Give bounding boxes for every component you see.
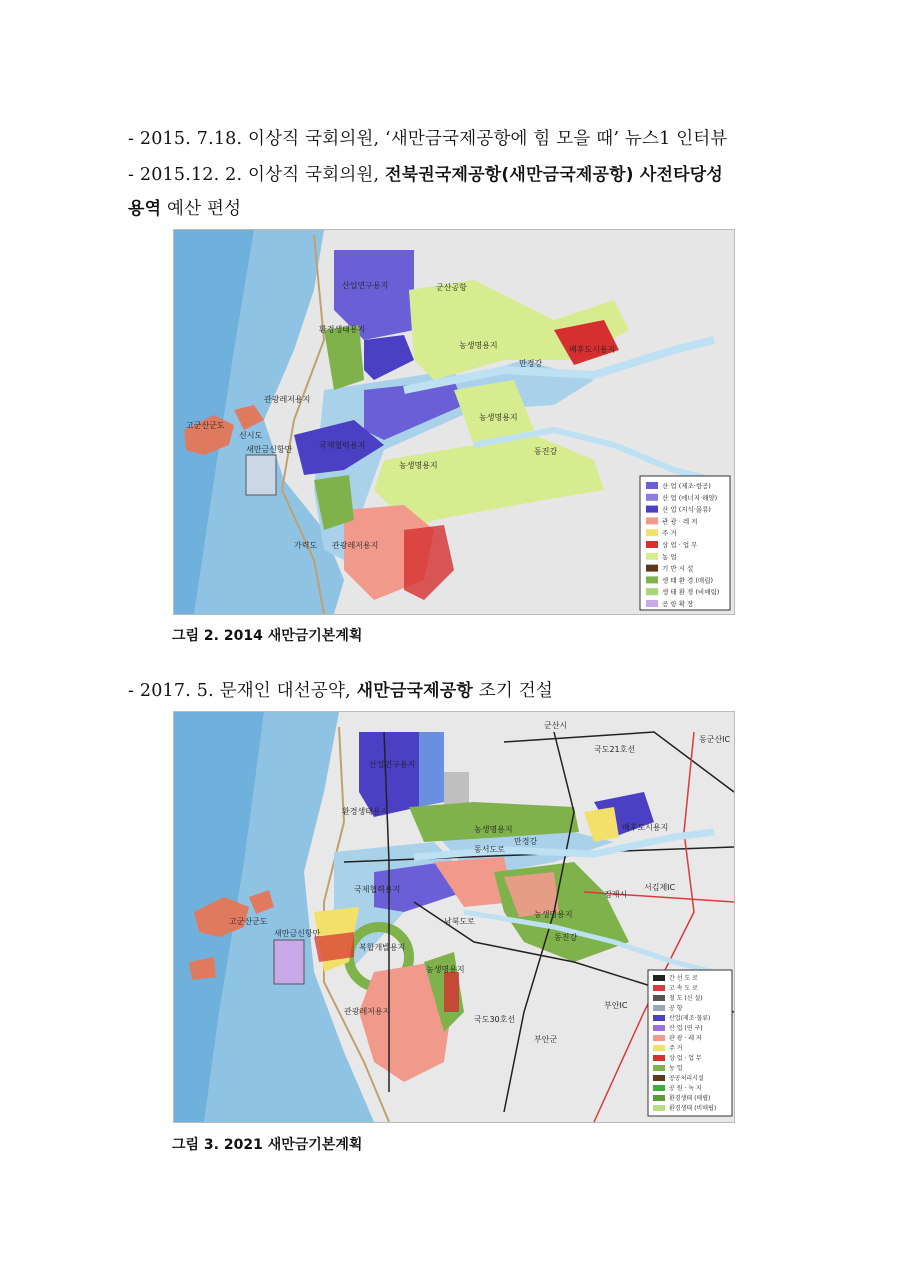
legend-swatch [653, 1065, 665, 1071]
legend-label: 상 업 · 업 무 [669, 1055, 702, 1062]
legend-swatch [646, 588, 658, 595]
legend-label: 환경생태 (비매립) [669, 1105, 717, 1112]
timeline-item-2015-12 [128, 160, 723, 186]
legend-label: 환경생태 (매립) [669, 1095, 711, 1102]
map-label: 새만금신항만 [246, 445, 293, 454]
legend-label: 주 거 [669, 1045, 683, 1052]
map-label: 산업연구용지 [369, 760, 416, 769]
map-label: 동군산IC [699, 735, 731, 744]
map-label: 환경생태용지 [342, 807, 389, 816]
legend-swatch [653, 1095, 665, 1101]
legend-swatch [653, 1075, 665, 1081]
map-label: 복합개발용지 [359, 943, 406, 952]
legend-label: 기 반 시 설 [662, 564, 694, 573]
timeline-text: - 2015.12. 2. 이상직 국회의원, [128, 165, 386, 185]
legend-swatch [646, 541, 658, 548]
map-legend [640, 476, 730, 610]
legend-swatch [653, 975, 665, 981]
legend-swatch [646, 506, 658, 513]
map-label: 국제협력용지 [354, 885, 401, 894]
map-label: 국제협력용지 [319, 441, 366, 450]
map-2021-master-plan [173, 711, 735, 1123]
legend-swatch [653, 1035, 665, 1041]
map-label: 배후도시용지 [622, 823, 669, 832]
map-label: 배후도시용지 [569, 345, 616, 354]
map-label: 김제시 [604, 890, 628, 899]
map-label: 농생명용지 [479, 413, 518, 422]
figure-caption-3: 그림 3. 2021 새만금기본계획 [172, 1137, 363, 1153]
legend-swatch [653, 985, 665, 991]
timeline-item-2017-05 [128, 676, 553, 702]
legend-label: 산 업 (지식·물류) [662, 505, 711, 514]
legend-swatch [653, 1085, 665, 1091]
legend-swatch [653, 1025, 665, 1031]
legend-label: 공 원 · 녹 지 [669, 1085, 702, 1092]
map-label: 동서도로 [474, 845, 505, 854]
map-label: 농생명용지 [399, 461, 438, 470]
legend-label: 철 도 (신 설) [669, 995, 703, 1002]
legend-swatch [653, 1105, 665, 1111]
legend-label: 산 업 (제조·항공) [662, 482, 711, 490]
map-label: 관광레저용지 [344, 1007, 391, 1016]
timeline-bold-text: 용역 [128, 199, 162, 219]
legend-label: 공공처리시설 [669, 1075, 704, 1082]
legend-label: 산 업 (연 구) [669, 1025, 703, 1032]
map-label: 신시도 [239, 431, 263, 440]
legend-label: 관 광 · 레 저 [669, 1035, 702, 1042]
legend-swatch [646, 494, 658, 501]
legend-label: 농 업 [669, 1065, 683, 1072]
timeline-text: 예산 편성 [161, 199, 242, 219]
timeline-bold-text: 새만금국제공항 [356, 681, 473, 701]
timeline-item-2015-12-cont [128, 194, 241, 220]
map-label: 가력도 [294, 541, 318, 550]
legend-label: 관 광 · 레 저 [662, 517, 698, 526]
legend-swatch [646, 517, 658, 524]
legend-label: 공 항 확 장 [662, 600, 694, 608]
map-legend [648, 970, 732, 1116]
map-label: 산업연구용지 [342, 281, 389, 290]
legend-swatch [646, 482, 658, 489]
legend-swatch [646, 529, 658, 536]
timeline-text: - 2017. 5. 문재인 대선공약, [128, 681, 357, 701]
map-2014-master-plan [173, 229, 735, 615]
legend-label: 생 태 환 경 (매립) [662, 576, 714, 585]
legend-swatch [653, 1045, 665, 1051]
map-label: 관광레저용지 [332, 541, 379, 550]
map-label: 고군산군도 [186, 421, 225, 430]
map-label: 농생명용지 [474, 825, 513, 834]
legend-label: 상 업 · 업 무 [662, 541, 698, 549]
legend-label: 산업(제조·물류) [669, 1015, 711, 1022]
legend-label: 고 속 도 로 [669, 985, 698, 992]
legend-swatch [646, 565, 658, 572]
legend-label: 간 선 도 로 [669, 975, 698, 982]
legend-label: 산 업 (에너지·해양) [662, 493, 718, 502]
timeline-bold-text: 전북권국제공항(새만금국제공항) 사전타당성 [385, 165, 723, 185]
legend-swatch [653, 995, 665, 1001]
map-label: 동진강 [554, 933, 578, 942]
map-label: 동진강 [534, 447, 558, 456]
map-label: 서김제IC [644, 883, 676, 892]
legend-swatch [646, 600, 658, 607]
legend-label: 주 거 [662, 529, 677, 538]
map-label: 만경강 [519, 359, 543, 368]
map-label: 고군산군도 [229, 917, 268, 926]
map-label: 만경강 [514, 837, 538, 846]
legend-swatch [653, 1015, 665, 1021]
timeline-item-2015-07 [128, 125, 728, 150]
map-label: 부안군 [534, 1035, 558, 1044]
map-label: 농생명용지 [459, 341, 498, 350]
legend-swatch [646, 576, 658, 583]
map-label: 군산공항 [436, 283, 467, 292]
map-label: 농생명용지 [534, 910, 573, 919]
map-label: 군산시 [544, 721, 568, 730]
map-label: 농생명용지 [426, 965, 465, 974]
map-label: 부안IC [604, 1001, 628, 1010]
legend-swatch [653, 1005, 665, 1011]
legend-label: 생 태 환 경 (비매립) [662, 588, 720, 597]
map-label: 국도21호선 [594, 745, 636, 754]
timeline-text: - 2015. 7.18. 이상직 국회의원, ‘새만금국제공항에 힘 모을 때’ 뉴스1 인터뷰 [128, 129, 728, 149]
legend-swatch [646, 553, 658, 560]
figure-caption-2: 그림 2. 2014 새만금기본계획 [172, 628, 363, 644]
map-label: 국도30호선 [474, 1015, 516, 1024]
legend-swatch [653, 1055, 665, 1061]
legend-label: 농 업 [662, 552, 677, 561]
map-label: 남북도로 [444, 917, 475, 926]
timeline-text: 조기 건설 [472, 681, 553, 701]
map-label: 환경생태용지 [319, 325, 366, 334]
legend-label: 공 항 [669, 1005, 683, 1012]
map-label: 관광레저용지 [264, 395, 311, 404]
map-label: 새만금신항만 [274, 929, 321, 938]
